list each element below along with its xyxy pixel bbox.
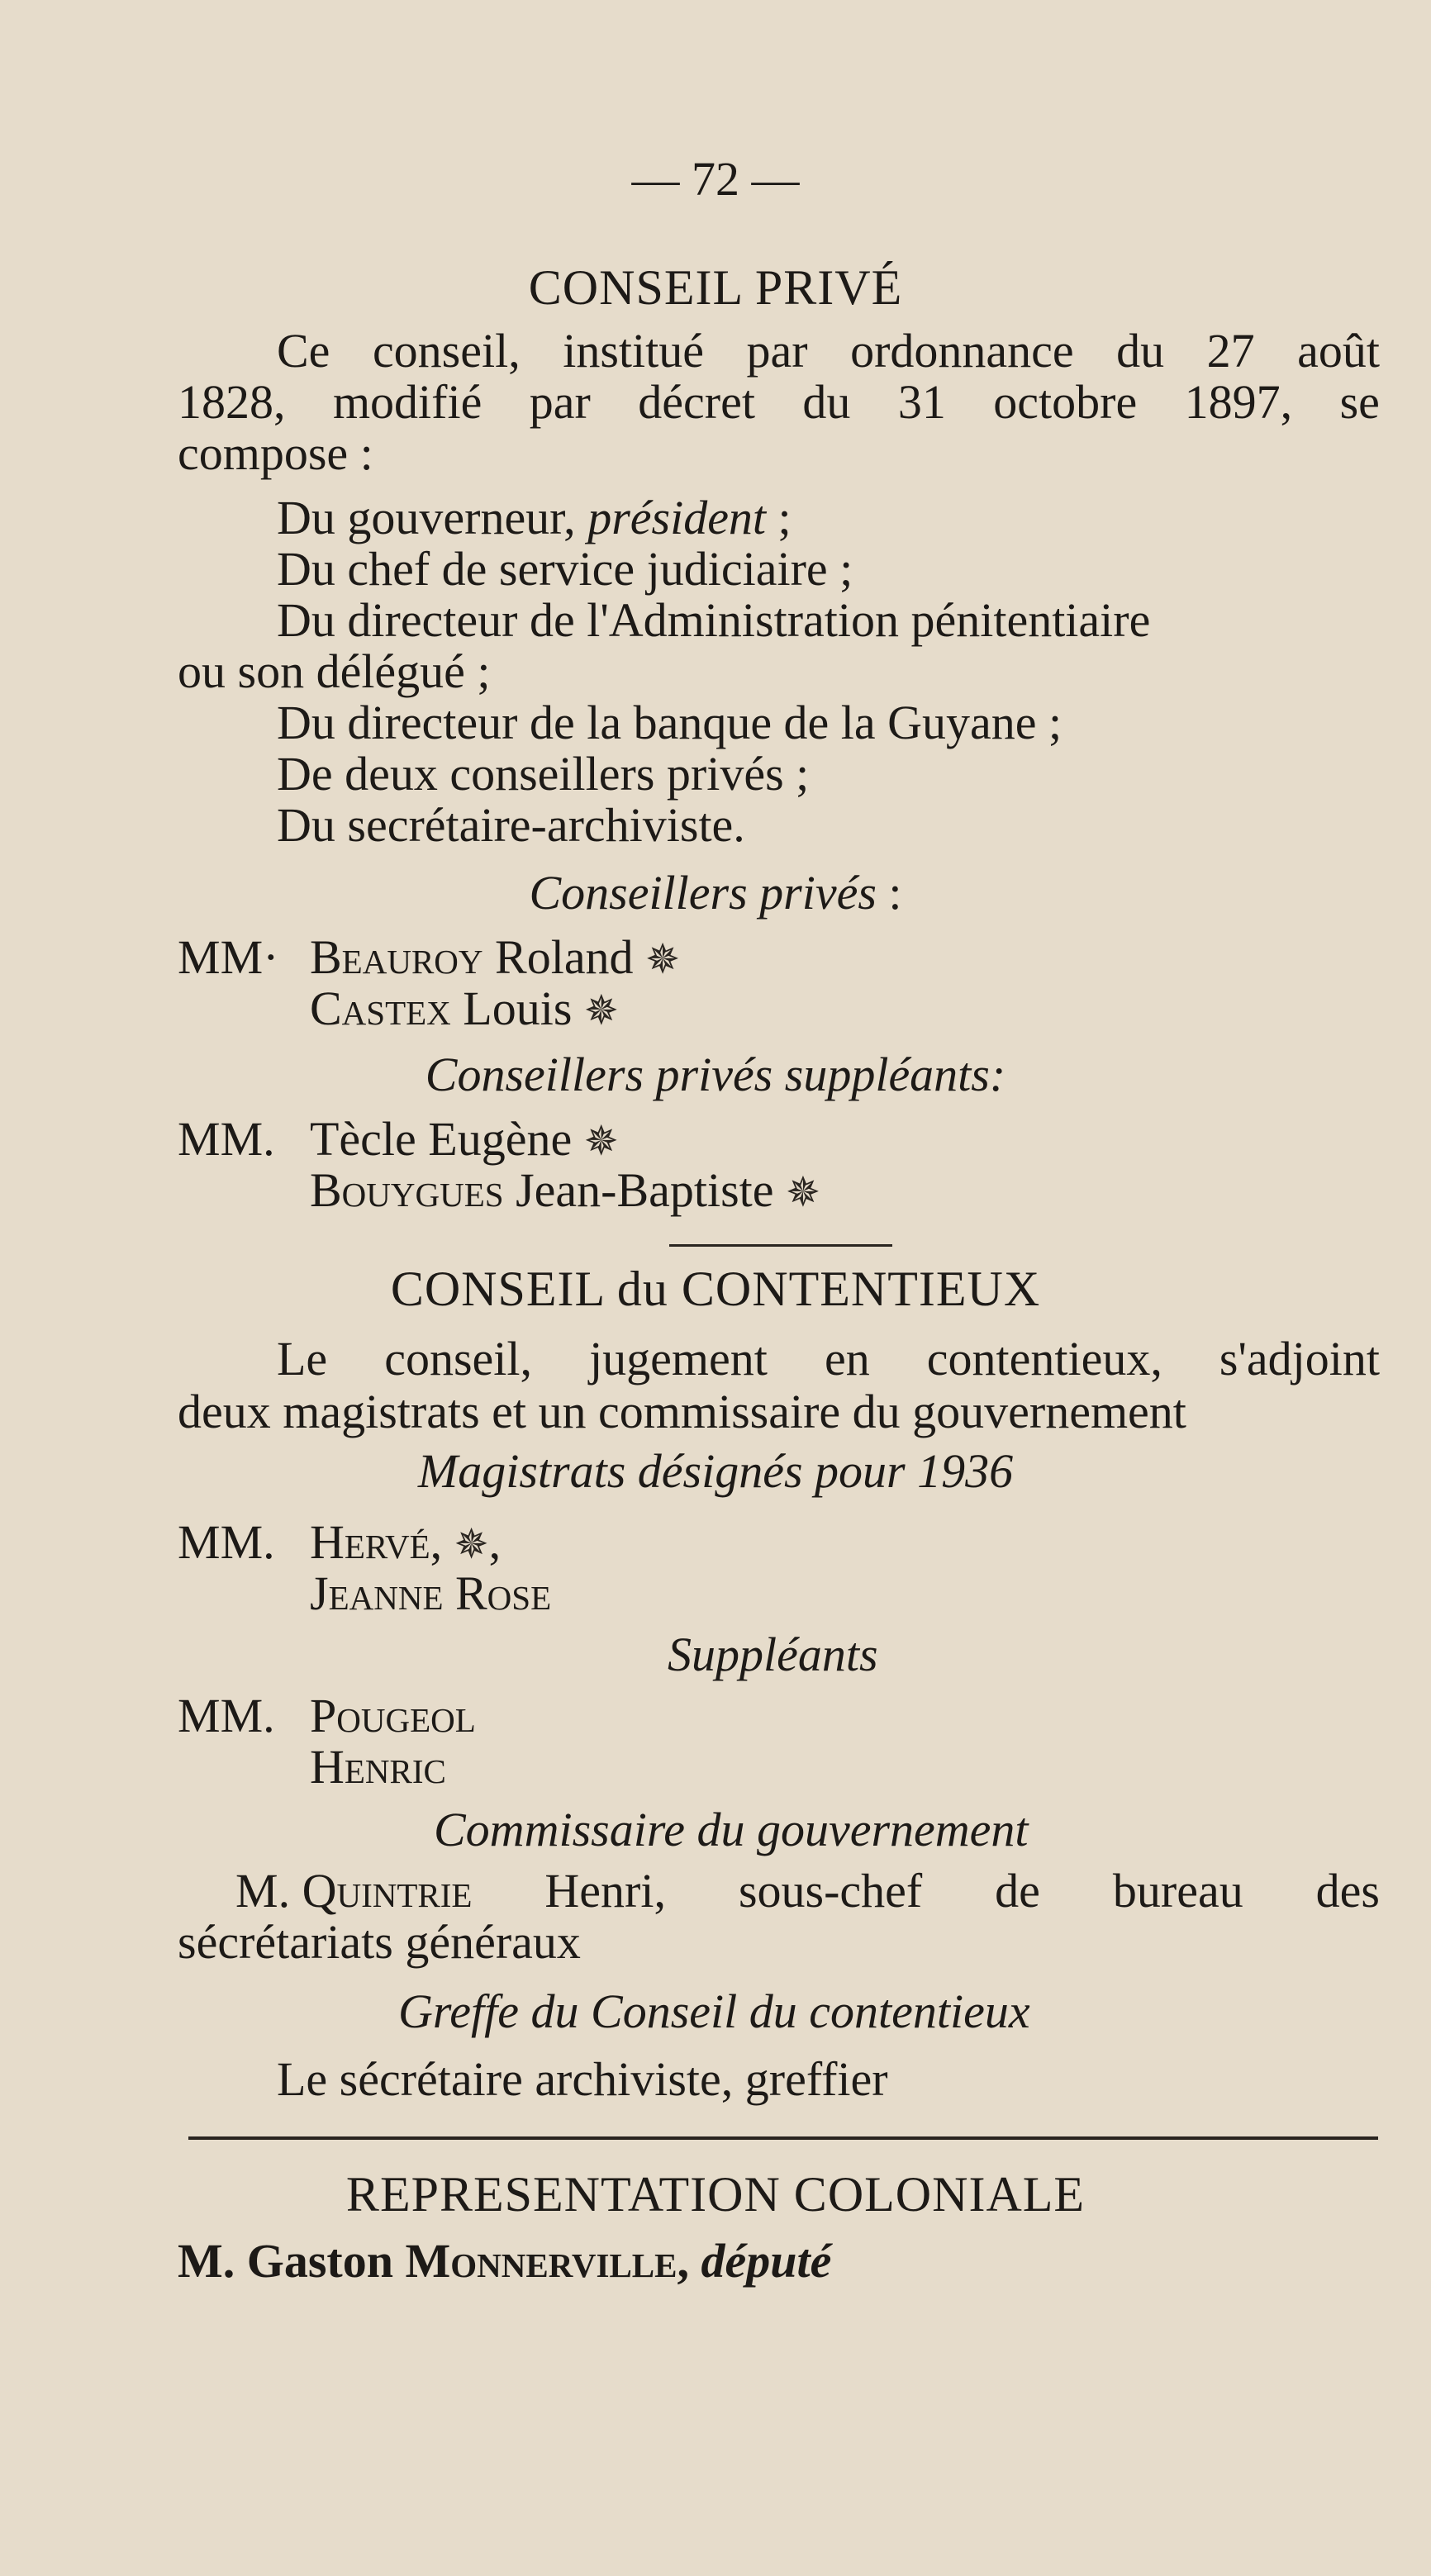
word: contentieux,	[926, 1332, 1162, 1385]
greffe-heading: Greffe du Conseil du contentieux	[398, 1984, 1030, 2038]
word: conseil,	[372, 324, 521, 378]
suppleant-tecle: Tècle Eugène ✵	[310, 1112, 619, 1166]
conseiller-beauroy: Beauroy Roland ✵	[310, 930, 680, 984]
suppleant-henric: Henric	[310, 1740, 446, 1794]
word: jugement	[589, 1332, 768, 1385]
conseiller-castex: Castex Louis ✵	[310, 981, 619, 1035]
word: conseil,	[384, 1332, 533, 1385]
section-title-contentieux: CONSEIL du CONTENTIEUX	[390, 1262, 1041, 1316]
word: ordonnance	[850, 324, 1074, 378]
mm-prefix: MM.	[178, 1689, 275, 1742]
conseillers-prives-heading: Conseillers privés :	[529, 866, 902, 920]
president-label: président	[587, 491, 767, 544]
word: 31	[897, 375, 946, 429]
word: s'adjoint	[1219, 1332, 1380, 1385]
member-gouverneur: Du gouverneur, président ;	[277, 491, 792, 544]
commissaire-line-1: M. Quintrie Henri, sous-chef de bureau des	[235, 1864, 1380, 1918]
representation-depute: M. Gaston Monnerville, député	[178, 2234, 832, 2288]
word: Le	[277, 1332, 328, 1385]
legion-honneur-icon: ✵	[583, 987, 619, 1034]
word: Ce	[277, 324, 330, 378]
commissaire-line-2: sécrétariats généraux	[178, 1915, 581, 1969]
greffe-text: Le sécrétaire archiviste, greffier	[277, 2052, 888, 2106]
word: octobre	[993, 375, 1138, 429]
word: institué	[563, 324, 705, 378]
word: se	[1339, 375, 1380, 429]
word: août	[1297, 324, 1380, 378]
page-number: — 72 —	[631, 152, 800, 206]
word: sous-chef	[738, 1864, 923, 1918]
legion-honneur-icon: ✵	[786, 1169, 820, 1215]
conseil-prive-intro-line-3: compose :	[178, 426, 373, 480]
word: modifié	[332, 375, 483, 429]
mm-prefix: MM·	[178, 930, 279, 984]
word: 27	[1206, 324, 1255, 378]
member-secretaire: Du secrétaire-archiviste.	[277, 798, 745, 852]
member-delegue: ou son délégué ;	[178, 644, 491, 698]
section-divider	[188, 2136, 1378, 2140]
magistrat-jeanne: Jeanne Rose	[310, 1566, 552, 1620]
word: par	[746, 324, 808, 378]
word: 1897,	[1184, 375, 1293, 429]
suppleant-pougeol: Pougeol	[310, 1689, 476, 1742]
conseil-prive-intro-line-2	[178, 375, 1380, 429]
legion-honneur-icon: ✵	[583, 1118, 619, 1164]
magistrats-heading: Magistrats désignés pour 1936	[417, 1444, 1014, 1498]
conseillers-suppleants-heading: Conseillers privés suppléants:	[425, 1048, 1006, 1101]
member-chef-service: Du chef de service judiciaire ;	[277, 542, 853, 596]
word: décret	[638, 375, 755, 429]
member-directeur-administration: Du directeur de l'Administration pénitentiaire	[277, 593, 1151, 647]
word: bureau	[1112, 1864, 1243, 1918]
contentieux-intro-line-2: deux magistrats et un commissaire du gouvernement	[178, 1385, 1186, 1438]
mm-prefix: MM.	[178, 1515, 275, 1569]
suppleants-heading: Suppléants	[668, 1628, 878, 1681]
word: des	[1315, 1864, 1380, 1918]
section-title-conseil-prive: CONSEIL PRIVÉ	[528, 260, 903, 315]
word: du	[802, 375, 851, 429]
commissaire-heading: Commissaire du gouvernement	[434, 1803, 1029, 1856]
word: par	[529, 375, 591, 429]
word: du	[1116, 324, 1165, 378]
word: Henri,	[544, 1864, 666, 1918]
magistrat-herve: Hervé, ✵,	[310, 1515, 502, 1569]
word: 1828,	[178, 375, 286, 429]
word: de	[995, 1864, 1040, 1918]
legion-honneur-icon: ✵	[645, 936, 680, 982]
conseil-prive-intro-line-1	[277, 324, 1380, 378]
suppleant-bouygues: Bouygues Jean-Baptiste ✵	[310, 1163, 820, 1217]
mm-prefix: MM.	[178, 1112, 275, 1166]
legion-honneur-icon: ✵	[454, 1521, 489, 1567]
member-conseillers: De deux conseillers privés ;	[277, 747, 810, 801]
contentieux-intro-line-1	[277, 1332, 1380, 1385]
section-divider	[669, 1244, 892, 1247]
section-title-representation: REPRESENTATION COLONIALE	[345, 2167, 1086, 2222]
word: en	[824, 1332, 870, 1385]
member-directeur-banque: Du directeur de la banque de la Guyane ;	[277, 696, 1063, 749]
